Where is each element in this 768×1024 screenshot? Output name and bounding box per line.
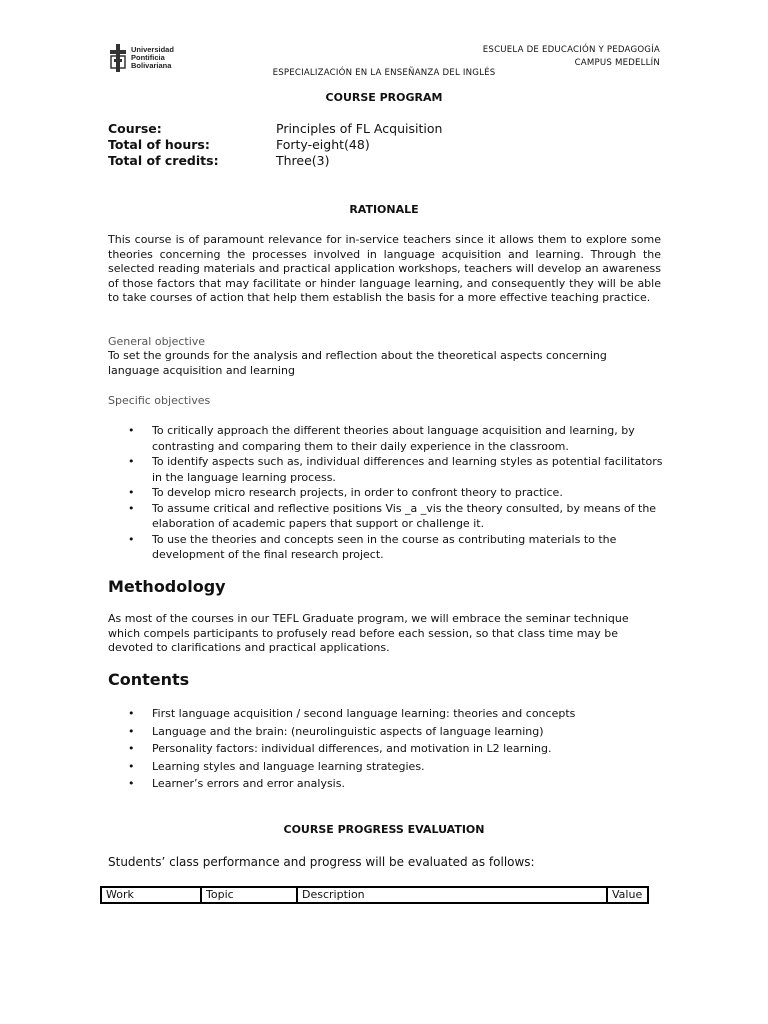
list-item: • Learning styles and language learning strategies.: [128, 759, 425, 773]
table-header-work: Work: [101, 887, 201, 903]
list-item: • To develop micro research projects, in order to confront theory to practice.: [128, 486, 563, 499]
school-name: ESCUELA DE EDUCACIÓN Y PEDAGOGÍA: [482, 45, 660, 55]
list-item: • Language and the brain: (neurolinguistic aspects of language learning): [128, 724, 544, 738]
contents-list: [128, 705, 668, 793]
table-header-row: [101, 887, 648, 903]
page-title: COURSE PROGRAM: [325, 91, 443, 104]
list-item: • To use the theories and concepts seen in the course as contributing materials to the development of the final research project.: [128, 532, 617, 561]
logo-wordmark: Universidad Pontificia Bolivariana: [131, 45, 174, 70]
methodology-text: As most of the courses in our TEFL Graduate program, we will embrace the seminar technique which compels participants to profusely read before each session, so that class time may be devoted to clarifications and practical applications.: [108, 612, 629, 655]
list-item: • Personality factors: individual differences, and motivation in L2 learning.: [128, 742, 552, 755]
specific-objectives-heading: Specific objectives: [108, 394, 211, 407]
evaluation-intro: Students’ class performance and progress will be evaluated as follows:: [108, 855, 535, 869]
methodology-heading: Methodology: [108, 577, 226, 596]
evaluation-heading: COURSE PROGRESS EVALUATION: [283, 823, 485, 836]
contents-heading: Contents: [108, 670, 190, 689]
list-item: • First language acquisition / second language learning: theories and concepts: [128, 707, 576, 720]
rationale-text: This course is of paramount relevance for in-service teachers since it allows them to explore some theories concerning the processes involved in language acquisition and learning. Through the selected reading materials and practical application workshops, teachers will develop an awareness of those factors that may facilitate or hinder language learning, and consequently they will be able to take courses of action that help them establish the basis for a more effective teaching practice.: [108, 233, 661, 305]
general-objective-text: To set the grounds for the analysis and reflection about the theoretical aspects concerning language acquisition and learning: [108, 349, 607, 377]
course-info-row: Course: Principles of FL Acquisition: [108, 121, 443, 136]
campus-name: CAMPUS MEDELLÍN: [574, 58, 660, 68]
specific-objectives-list: [128, 423, 668, 563]
list-item: • Learner’s errors and error analysis.: [128, 777, 345, 790]
rationale-heading: RATIONALE: [349, 203, 419, 216]
header-institution: [483, 44, 660, 70]
course-info: [108, 121, 442, 169]
program-name: ESPECIALIZACIÓN EN LA ENSEÑANZA DEL INGLÉS: [272, 68, 496, 78]
general-objective-heading: General objective: [108, 335, 206, 348]
list-item: • To identify aspects such as, individual differences and learning styles as potential facilitators in the language learning process.: [128, 455, 663, 484]
course-info-row: Total of credits: Three(3): [108, 153, 330, 168]
list-item: • To assume critical and reflective positions Vis _a _vis the theory consulted, by means of the elaboration of academic papers that support or challenge it.: [128, 501, 657, 530]
evaluation-table: [100, 886, 649, 904]
table-header-description: Description: [297, 887, 607, 903]
course-info-row: Total of hours: Forty-eight(48): [108, 137, 370, 152]
list-item: • To critically approach the different theories about language acquisition and learning, by contrasting and comparing them to their daily experience in the classroom.: [128, 424, 635, 453]
table-header-topic: Topic: [201, 887, 297, 903]
table-header-value: Value: [607, 887, 648, 903]
